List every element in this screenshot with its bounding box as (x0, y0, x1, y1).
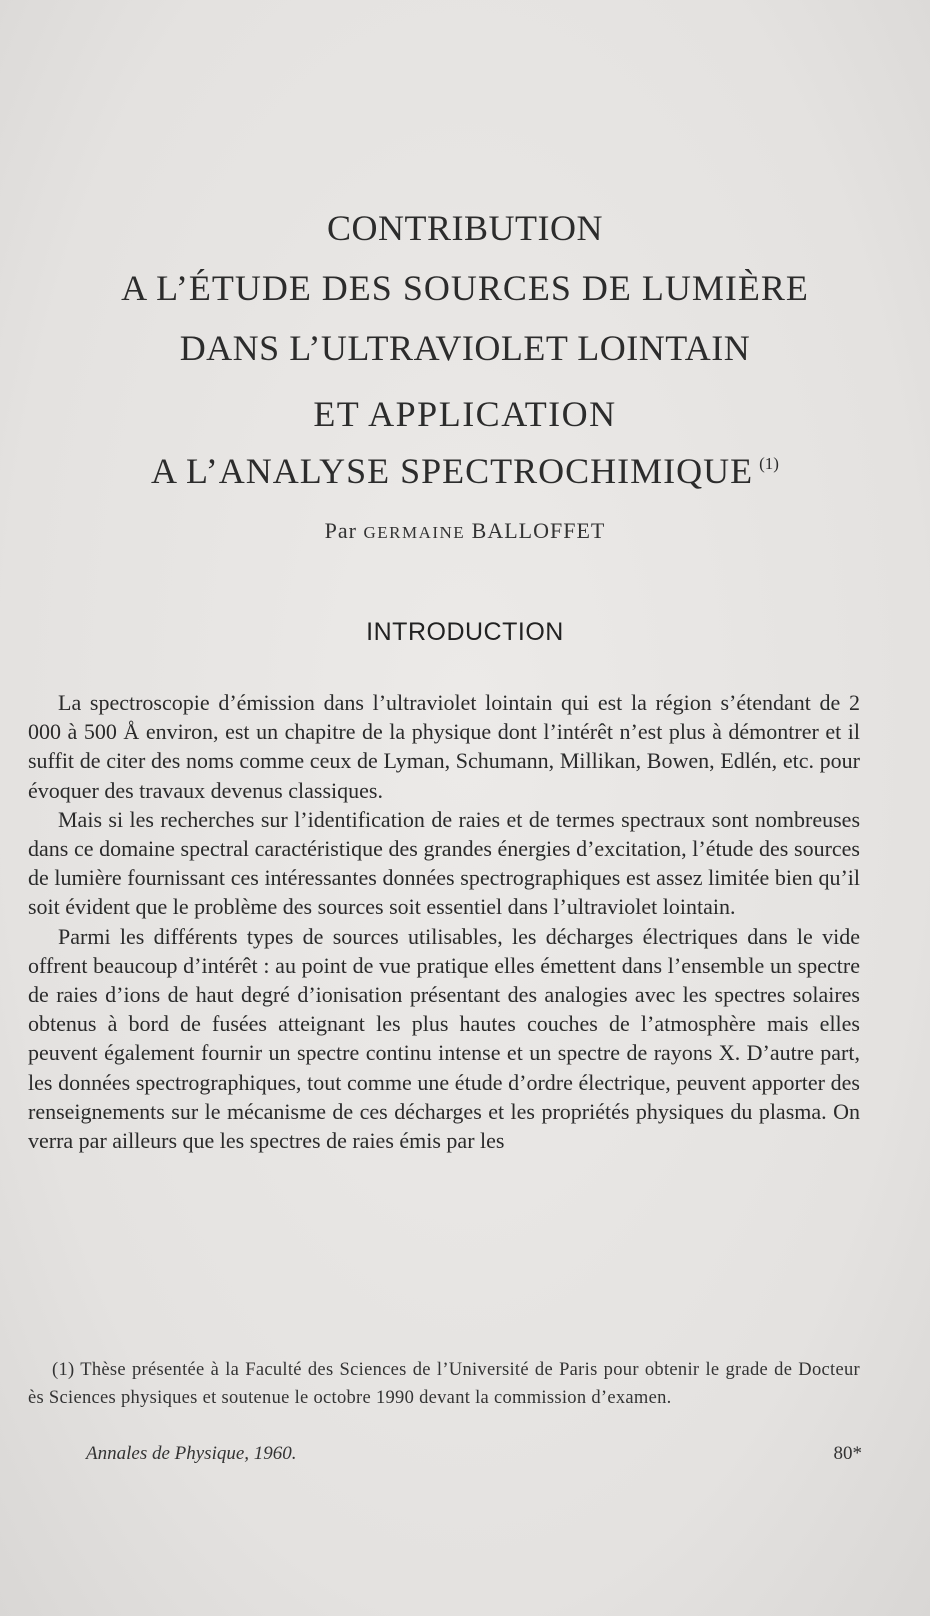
title-footnote-marker[interactable]: (1) (759, 454, 779, 473)
paragraph-1: La spectroscopie d’émission dans l’ultraviolet lointain qui est la région s’étendant de 2 000 à 500 Å environ, est un chapitre de la physique dont l’intérêt n’est plus à démontrer et il suffit de citer des noms comme ceux de Lyman, Schumann, Millikan, Bowen, Edlén, etc. pour évoquer des travaux devenus classiques. (28, 690, 860, 803)
section-heading: INTRODUCTION (366, 618, 564, 646)
author-last-name: BALLOFFET (471, 518, 606, 543)
title-line-4: ET APPLICATION (313, 394, 617, 434)
title-line-5 (40, 434, 890, 490)
author-prefix: Par (324, 518, 357, 543)
paragraph-3: Parmi les différents types de sources utilisables, les décharges électriques dans le vide offrent beaucoup d’intérêt : au point de vue pratique elles émettent dans l’ensemble un spectre de raies d’ions de haut degré d’ionisation présentant des analogies avec les spectres solaires obtenus à bord de fusées atteignant les plus hautes couches de l’atmosphère mais elles peuvent également fournir un spectre continu intense et un spectre de rayons X. D’autre part, les données spectrographiques, tout comme une étude d’ordre électrique, peuvent apporter des renseignements sur le mécanisme de ces décharges et les propriétés physiques du plasma. On verra par ailleurs que les spectres de raies émis par les (28, 923, 860, 1154)
author-byline (40, 518, 890, 544)
journal-citation: Annales de Physique, 1960. (86, 1443, 297, 1464)
article-title (40, 198, 890, 490)
footnote: (1) Thèse présentée à la Faculté des Sciences de l’Université de Paris pour obtenir le grade de Docteur ès Sciences physiques et soutenue le octobre 1990 devant la commission d’examen. (28, 1360, 860, 1408)
title-line-3: DANS L’ULTRAVIOLET LOINTAIN (179, 328, 751, 368)
title-line-2: A L’ÉTUDE DES SOURCES DE LUMIÈRE (121, 268, 809, 308)
paragraph-2: Mais si les recherches sur l’identification de raies et de termes spectraux sont nombreuses dans ce domaine spectral caractéristique des grandes énergies d’excitation, l’étude des sources de lumière fournissant ces intéressantes données spectrographiques est assez limitée bien qu’il soit évident que le problème des sources soit essentiel dans l’ultraviolet lointain. (28, 806, 860, 920)
title-line-5-text: A L’ANALYSE SPECTROCHIMIQUE (151, 451, 754, 491)
title-line-1: CONTRIBUTION (327, 208, 603, 248)
signature-mark: 80* (833, 1443, 862, 1464)
author-first-name: GERMAINE (363, 523, 466, 542)
body-text (28, 688, 860, 1155)
